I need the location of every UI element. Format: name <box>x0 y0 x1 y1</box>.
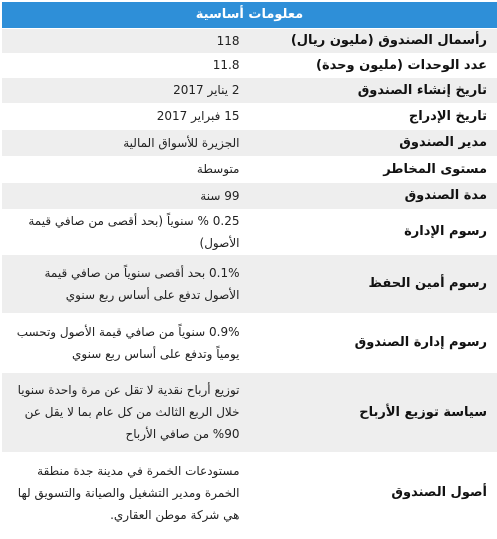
row-value: مستودعات الخمرة في مدينة جدة منطقة الخمرة ومدير التشغيل والصيانة والتسويق لها هي شركة موطن العقاري. <box>2 452 250 533</box>
row-label: أصول الصندوق <box>250 452 497 533</box>
table-row <box>2 182 497 209</box>
table-row <box>2 103 497 129</box>
row-value: متوسطة <box>2 156 250 182</box>
row-label: سياسة توزيع الأرباح <box>250 372 497 452</box>
row-value: توزيع أرباح نقدية لا تقل عن مرة واحدة سنويا خلال الربع الثالث من كل عام بما لا يقل عن 90% من صافي الأرباح <box>2 372 250 452</box>
table-row <box>2 313 497 372</box>
table-row <box>2 28 497 53</box>
row-label: رسوم أمين الحفظ <box>250 254 497 313</box>
row-value: الجزيرة للأسواق المالية <box>2 129 250 156</box>
row-label: مستوى المخاطر <box>250 156 497 182</box>
table-row <box>2 209 497 254</box>
row-label: مدة الصندوق <box>250 182 497 209</box>
row-value: 2 يناير 2017 <box>2 77 250 103</box>
table-row <box>2 254 497 313</box>
table-row <box>2 77 497 103</box>
row-value: 0.25 % سنوياً (بحد أقصى من صافي قيمة الأصول) <box>2 209 250 254</box>
row-value: 99 سنة <box>2 182 250 209</box>
row-label: رسوم إدارة الصندوق <box>250 313 497 372</box>
row-label: رأسمال الصندوق (مليون ريال) <box>250 28 497 53</box>
row-value: 0.9% سنوياً من صافي قيمة الأصول وتحسب يومياً وتدفع على أساس ربع سنوي <box>2 313 250 372</box>
table-row <box>2 156 497 182</box>
table-row <box>2 129 497 156</box>
table-title: معلومات أساسية <box>2 2 497 28</box>
row-label: عدد الوحدات (مليون وحدة) <box>250 53 497 77</box>
row-label: رسوم الإدارة <box>250 209 497 254</box>
row-label: تاريخ إنشاء الصندوق <box>250 77 497 103</box>
row-value: 11.8 <box>2 53 250 77</box>
table-row <box>2 53 497 77</box>
row-label: تاريخ الإدراج <box>250 103 497 129</box>
row-value: 15 فبراير 2017 <box>2 103 250 129</box>
row-label: مدير الصندوق <box>250 129 497 156</box>
fund-info-table <box>2 2 497 534</box>
table-row <box>2 372 497 452</box>
table-row <box>2 452 497 533</box>
row-value: 0.1% بحد أقصى سنوياً من صافي قيمة الأصول تدفع على أساس ربع سنوي <box>2 254 250 313</box>
row-value: 118 <box>2 28 250 53</box>
